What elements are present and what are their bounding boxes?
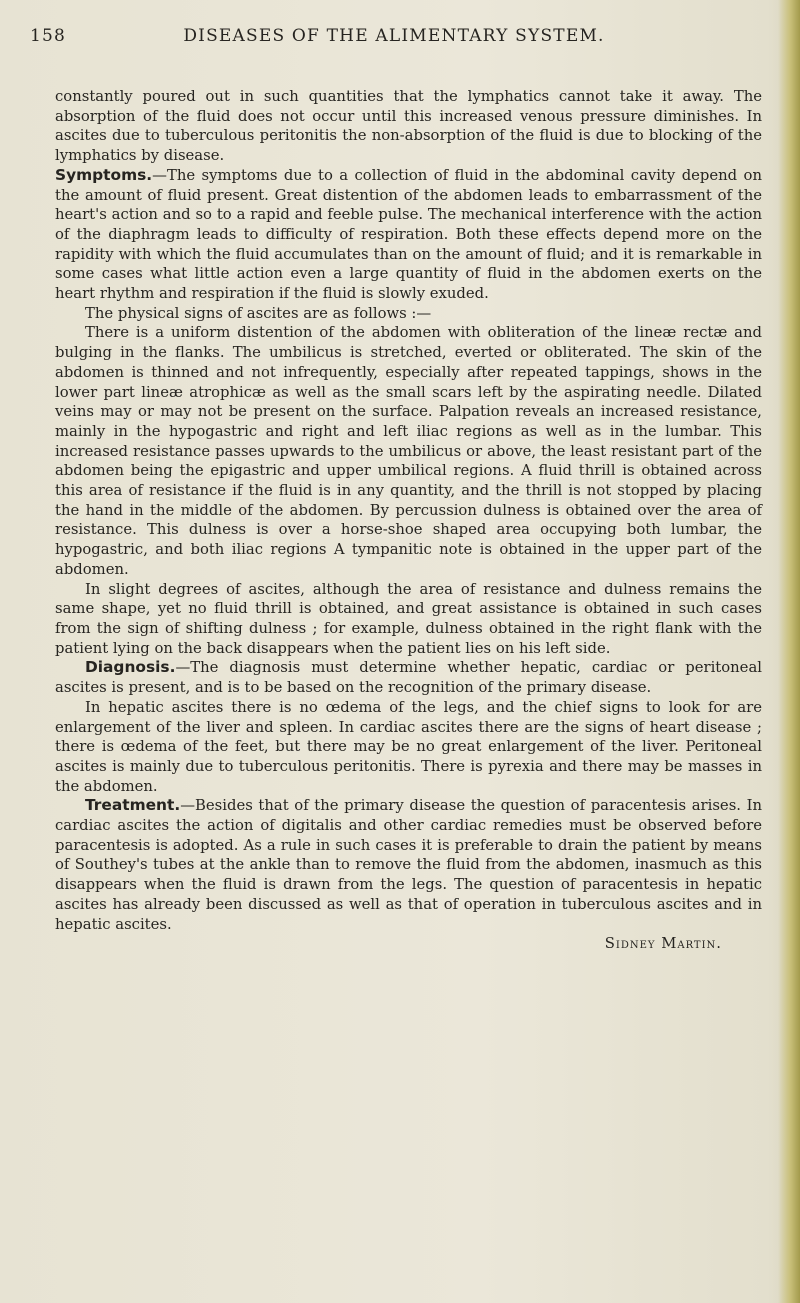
- author-signature: Sidney Martin.: [604, 935, 722, 953]
- running-header: [24, 26, 764, 52]
- paragraph-text: —The symptoms due to a collection of fluid in the abdominal cavity depend on the amount of fluid present. Great distention of the abdomen leads to embarrassment of the heart's action and so to a rapid and feeble pulse. The mechanical interference with the action of the diaphragm leads to difficulty of respiration. Both these effects depend more on the rapidity with which the fluid accumulates than on the amount of fluid; and it is remarkable in some cases what little action even a large quantity of fluid in the abdomen exerts on the heart rhythm and respiration if the fluid is slowly exuded.: [55, 166, 762, 303]
- page-number: 158: [30, 26, 67, 46]
- section-heading-symptoms: Symptoms.: [55, 165, 153, 184]
- paragraph-symptoms: [55, 166, 762, 304]
- running-title: DISEASES OF THE ALIMENTARY SYSTEM.: [183, 26, 605, 46]
- section-heading-diagnosis: Diagnosis.: [85, 658, 176, 677]
- section-heading-treatment: Treatment.: [85, 796, 181, 815]
- paragraph-diagnosis: [55, 658, 762, 697]
- paragraph-physical-signs-intro: The physical signs of ascites are as follows :—: [85, 304, 432, 322]
- page-edge: [778, 0, 800, 1303]
- paragraph-slight-degrees: In slight degrees of ascites, although the area of resistance and dulness remains the same shape, yet no fluid thrill is obtained, and great assistance is obtained in such cases from the sign of shifting dulness ; for example, dulness obtained in the right flank with the patient lying on the back disappears when the patient lies on his left side.: [55, 580, 762, 657]
- paragraph-treatment: [55, 796, 762, 934]
- paragraph-hepatic-ascites: In hepatic ascites there is no œdema of the legs, and the chief signs to look for are enlargement of the liver and spleen. In cardiac ascites there are the signs of heart disease ; there is œdema of the feet, but there may be no great enlargement of the liver. Peritoneal ascites is mainly due to tuberculous peritonitis. There is pyrexia and there may be masses in the abdomen.: [55, 698, 762, 795]
- body-text: [55, 87, 762, 954]
- paragraph-physical-signs: There is a uniform distention of the abdomen with obliteration of the lineæ rectæ and bulging in the flanks. The umbilicus is stretched, everted or obliterated. The skin of the abdomen is thinned and not infrequently, especially after repeated tappings, shows in the lower part lineæ atrophicæ as well as the small scars left by the aspirating needle. Dilated veins may or may not be present on the surface. Palpation reveals an increased resistance, mainly in the hypogastric and right and left iliac regions as well as in the lumbar. This increased resistance passes upwards to the umbilicus or above, the least resistant part of the abdomen being the epigastric and upper umbilical regions. A fluid thrill is obtained across this area of resistance if the fluid is in any quantity, and the thrill is not stopped by placing the hand in the middle of the abdomen. By percussion dulness is obtained over the area of resistance. This dulness is over a horse-shoe shaped area occupying both lumbar, the hypogastric, and both iliac regions A tympanitic note is obtained in the upper part of the abdomen.: [55, 324, 762, 578]
- paragraph-continuation: constantly poured out in such quantities that the lymphatics cannot take it away. The absorption of the fluid does not occur until this increased venous pressure diminishes. In ascites due to tuberculous peritonitis the non-absorption of the fluid is due to blocking of the lymphatics by disease.: [55, 88, 762, 165]
- paragraph-text: —The diagnosis must determine whether hepatic, cardiac or peritoneal ascites is present, and is to be based on the recognition of the primary disease.: [55, 659, 762, 697]
- paragraph-text: —Besides that of the primary disease the question of paracentesis arises. In cardiac ascites the action of digitalis and other cardiac remedies must be observed before paracentesis is adopted. As a rule in such cases it is preferable to drain the patient by means of Southey's tubes at the ankle than to remove the fluid from the abdomen, inasmuch as this disappears when the fluid is drawn from the legs. The question of paracentesis in hepatic ascites has already been discussed as well as that of operation in tuberculous ascites and in hepatic ascites.: [55, 797, 762, 933]
